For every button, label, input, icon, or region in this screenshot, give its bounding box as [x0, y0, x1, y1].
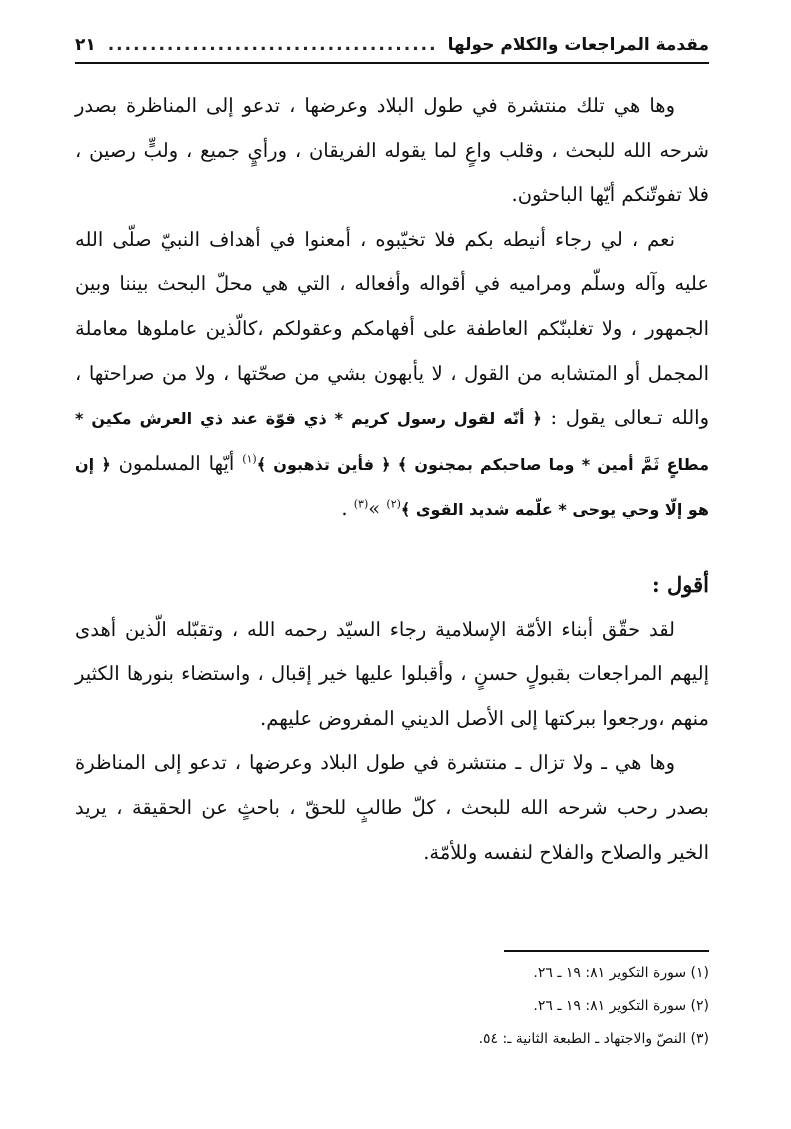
running-header: [75, 28, 709, 64]
paragraph-2: [75, 218, 709, 533]
paragraph-2-middle: أيّها المسلمون: [110, 451, 243, 475]
paragraph-3: لقد حقّق أبناء الأمّة الإسلامية رجاء السيّد رحمه الله ، وتقبّله الّذين أهدى إليهم المراجعات بقبولٍ حسنٍ ، وأقبلوا عليها خير إقبال ، واستضاء بنورها الكثير منهم ،ورجعوا ببركتها إلى الأصل الديني المفروض عليهم.: [75, 617, 709, 730]
section-heading: أقول :: [651, 571, 709, 597]
footnote-ref-2[interactable]: (٢): [386, 497, 401, 511]
page-number: ٢١: [75, 35, 96, 55]
main-text: [75, 84, 709, 875]
paragraph-4: وها هي ـ ولا تزال ـ منتشرة في طول البلاد وعرضها ، تدعو إلى المناظرة بصدر رحب شرحه الله للبحث ، كلّ طالبٍ للحقّ ، باحثٍ عن الحقيقة ، يريد الخير والصلاح والفلاح لنفسه وللأمّة.: [75, 751, 709, 864]
footnote-1: (١) سورة التكوير ٨١: ١٩ ـ ٢٦.: [533, 965, 709, 981]
quran-verse-2: ﴿ إن هو إلّا وحي يوحى * علّمه شديد القوى ﴾: [75, 454, 709, 520]
header-dot-leader: [106, 35, 438, 55]
footnote-ref-3[interactable]: (٣): [353, 497, 369, 511]
paragraph-1: وها هي تلك منتشرة في طول البلاد وعرضها ، تدعو إلى المناظرة بصدر شرحه الله للبحث ، وقلب واعٍ لما يقوله الفريقان ، ورأيٍ جميع ، ولبٍّ رصين ، فلا تفوتّنكم أيّها الباحثون.: [75, 94, 709, 207]
footnote-separator: [504, 950, 709, 952]
quran-verse-1: ﴿ أنّه لقول رسول كريم * ذي قوّة عند ذي العرش مكين * مطاعٍ ثَمَّ أمين * وما صاحبكم بمجنون ﴾ ﴿ فأين تذهبون ﴾: [75, 409, 709, 474]
footnote-ref-1[interactable]: (١): [242, 452, 257, 466]
header-title: مقدمة المراجعات والكلام حولها: [447, 35, 709, 55]
footnote-2: (٢) سورة التكوير ٨١: ١٩ ـ ٢٦.: [533, 998, 709, 1014]
paragraph-2-text: نعم ، لي رجاء أنيطه بكم فلا تخيّبوه ، أمعنوا في أهداف النبيّ صلّى الله عليه وآله وسلّم ومراميه في أقواله وأفعاله ، التي هي محلّ البحث بيننا وبين الجمهور ، ولا تغلبنّكم العاطفة على أفهامكم وعقولكم ،كالّذين عاملوها معاملة المجمل أو المتشابه من القول ، لا يأبهون بشي من صحّتها ، ولا من صراحتها ، والله تـعالى يقول :: [75, 227, 709, 430]
paragraph-2-end: .: [341, 497, 354, 521]
footnotes: [209, 957, 709, 1056]
quote-close: »: [368, 497, 387, 521]
footnote-3: (٣) النصّ والاجتهاد ـ الطبعة الثانية ـ: ٥٤.: [478, 1031, 709, 1047]
